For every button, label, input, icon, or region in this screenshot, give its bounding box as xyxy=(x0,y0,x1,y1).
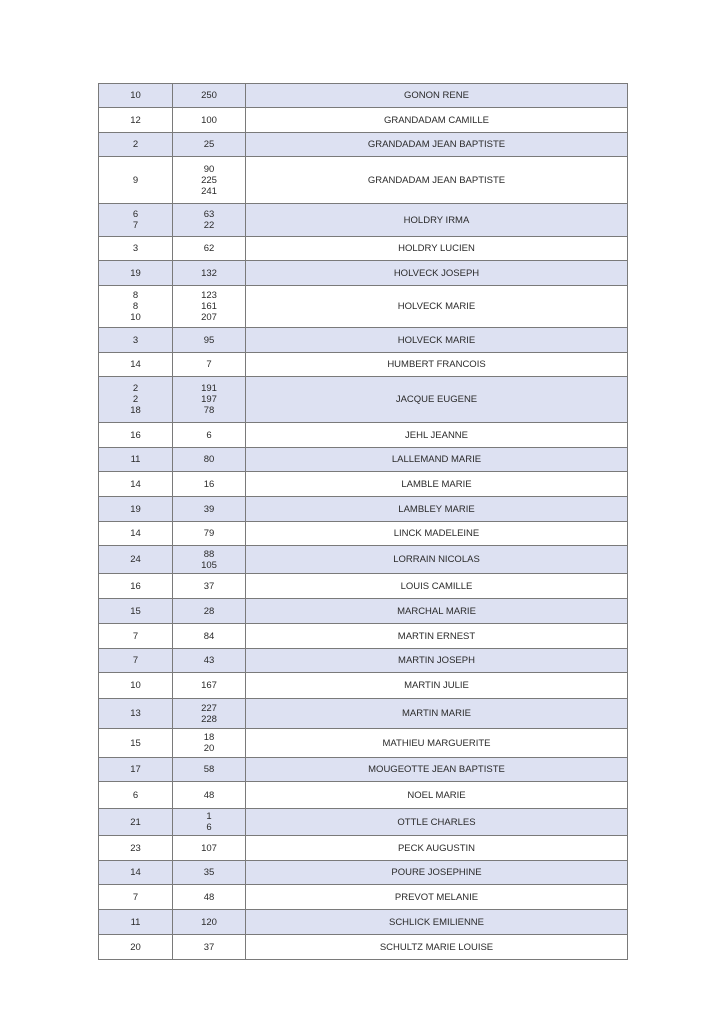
person-name: MOUGEOTTE JEAN BAPTISTE xyxy=(368,764,505,775)
person-name: GRANDADAM CAMILLE xyxy=(383,114,490,126)
cell-col2 xyxy=(173,758,246,782)
cell-name xyxy=(246,546,628,574)
person-name: HOLVECK JOSEPH xyxy=(393,267,480,279)
col2-value: 120 xyxy=(201,916,217,928)
cell-col2 xyxy=(173,861,246,885)
col2-value: 39 xyxy=(203,503,215,515)
person-name: MATHIEU MARGUERITE xyxy=(382,737,491,749)
cell-col1 xyxy=(99,836,173,861)
cell-col2 xyxy=(173,522,246,546)
cell-col2 xyxy=(173,353,246,377)
person-name: PECK AUGUSTIN xyxy=(397,842,476,854)
col1-value: 19 xyxy=(130,503,141,515)
cell-col1 xyxy=(99,910,173,935)
col1-value: 24 xyxy=(130,554,141,565)
register-table-container xyxy=(98,83,628,960)
register-table xyxy=(98,83,628,960)
cell-col2 xyxy=(173,108,246,133)
cell-name xyxy=(246,84,628,108)
col1-value: 14 xyxy=(130,359,141,370)
table-row xyxy=(99,699,628,729)
cell-name xyxy=(246,624,628,649)
table-row xyxy=(99,935,628,960)
cell-col1 xyxy=(99,286,173,328)
cell-col1 xyxy=(99,377,173,423)
col2-value: 228 xyxy=(201,713,217,725)
col1-value: 20 xyxy=(130,941,141,953)
cell-col1 xyxy=(99,861,173,885)
table-row xyxy=(99,497,628,522)
table-row xyxy=(99,836,628,861)
cell-col1 xyxy=(99,108,173,133)
table-row xyxy=(99,574,628,599)
cell-col1 xyxy=(99,729,173,758)
table-row xyxy=(99,328,628,353)
cell-col2 xyxy=(173,782,246,809)
col2-value: 43 xyxy=(203,655,215,666)
col1-value: 8 xyxy=(132,290,139,301)
col2-value: 100 xyxy=(201,114,217,126)
table-row xyxy=(99,758,628,782)
cell-col2 xyxy=(173,546,246,574)
col2-value: 225 xyxy=(201,174,217,186)
cell-col1 xyxy=(99,649,173,673)
cell-col2 xyxy=(173,328,246,353)
cell-col2 xyxy=(173,935,246,960)
person-name: LORRAIN NICOLAS xyxy=(393,554,480,565)
col2-value: 207 xyxy=(201,312,217,323)
col1-value: 14 xyxy=(130,528,141,539)
col2-value: 58 xyxy=(203,764,215,775)
table-row xyxy=(99,261,628,286)
col1-value: 7 xyxy=(132,630,139,642)
col2-value: 90 xyxy=(203,163,215,175)
person-name: HOLVECK MARIE xyxy=(397,334,476,346)
col2-value: 16 xyxy=(203,478,215,490)
person-name: SCHULTZ MARIE LOUISE xyxy=(379,941,494,953)
person-name: GRANDADAM JEAN BAPTISTE xyxy=(367,174,506,186)
cell-name xyxy=(246,353,628,377)
table-row xyxy=(99,157,628,204)
table-row xyxy=(99,133,628,157)
col2-value: 80 xyxy=(203,454,215,465)
col2-value: 48 xyxy=(203,891,215,903)
col2-value: 20 xyxy=(203,743,215,754)
person-name: MARTIN JOSEPH xyxy=(398,655,475,666)
col2-value: 132 xyxy=(201,267,217,279)
col2-value: 37 xyxy=(203,941,215,953)
col2-value: 18 xyxy=(203,732,215,743)
cell-name xyxy=(246,261,628,286)
col2-value: 107 xyxy=(201,842,217,854)
cell-name xyxy=(246,133,628,157)
col1-value: 21 xyxy=(130,816,141,828)
table-row xyxy=(99,377,628,423)
col2-value: 1 xyxy=(206,811,212,822)
col2-value: 241 xyxy=(201,185,217,197)
col2-value: 48 xyxy=(203,789,215,801)
table-row xyxy=(99,624,628,649)
col2-value: 123 xyxy=(201,290,217,301)
person-name: HUMBERT FRANCOIS xyxy=(387,359,486,370)
cell-col2 xyxy=(173,699,246,729)
person-name: POURE JOSEPHINE xyxy=(391,867,482,878)
table-row xyxy=(99,286,628,328)
cell-name xyxy=(246,472,628,497)
col2-value: 35 xyxy=(203,867,215,878)
person-name: NOEL MARIE xyxy=(407,789,466,801)
cell-col2 xyxy=(173,729,246,758)
cell-col2 xyxy=(173,286,246,328)
cell-col1 xyxy=(99,261,173,286)
cell-col1 xyxy=(99,782,173,809)
cell-name xyxy=(246,758,628,782)
person-name: LAMBLE MARIE xyxy=(401,478,472,490)
col1-value: 14 xyxy=(130,478,141,490)
cell-name xyxy=(246,910,628,935)
col1-value: 15 xyxy=(130,605,141,617)
cell-name xyxy=(246,729,628,758)
cell-col1 xyxy=(99,423,173,448)
cell-col2 xyxy=(173,574,246,599)
col2-value: 79 xyxy=(203,528,215,539)
col1-value: 7 xyxy=(132,655,139,666)
col1-value: 16 xyxy=(130,429,141,441)
col1-value: 12 xyxy=(130,114,141,126)
table-row xyxy=(99,546,628,574)
col1-value: 7 xyxy=(132,891,139,903)
cell-col1 xyxy=(99,328,173,353)
cell-col2 xyxy=(173,377,246,423)
col1-value: 13 xyxy=(130,708,141,719)
cell-col1 xyxy=(99,574,173,599)
cell-col1 xyxy=(99,353,173,377)
cell-col1 xyxy=(99,133,173,157)
cell-col2 xyxy=(173,133,246,157)
col2-value: 37 xyxy=(203,580,215,592)
cell-col2 xyxy=(173,157,246,204)
cell-col1 xyxy=(99,472,173,497)
table-row xyxy=(99,910,628,935)
table-row xyxy=(99,522,628,546)
col1-value: 2 xyxy=(132,139,139,150)
person-name: JACQUE EUGENE xyxy=(395,394,478,405)
cell-col2 xyxy=(173,261,246,286)
cell-name xyxy=(246,522,628,546)
col2-value: 25 xyxy=(203,139,215,150)
cell-name xyxy=(246,574,628,599)
cell-col2 xyxy=(173,599,246,624)
col2-value: 22 xyxy=(203,220,215,231)
col2-value: 88 xyxy=(203,548,215,560)
person-name: JEHL JEANNE xyxy=(405,429,468,441)
cell-name xyxy=(246,108,628,133)
person-name: GRANDADAM JEAN BAPTISTE xyxy=(367,139,506,150)
cell-col2 xyxy=(173,497,246,522)
cell-col2 xyxy=(173,472,246,497)
cell-name xyxy=(246,935,628,960)
col1-value: 11 xyxy=(130,454,141,465)
cell-col1 xyxy=(99,809,173,836)
cell-col1 xyxy=(99,237,173,261)
col2-value: 250 xyxy=(201,90,217,101)
person-name: LOUIS CAMILLE xyxy=(400,580,473,592)
cell-name xyxy=(246,423,628,448)
cell-col1 xyxy=(99,497,173,522)
cell-col1 xyxy=(99,204,173,237)
person-name: HOLVECK MARIE xyxy=(397,301,476,312)
col1-value: 9 xyxy=(132,174,139,186)
cell-col2 xyxy=(173,423,246,448)
col2-value: 78 xyxy=(203,405,215,416)
cell-col1 xyxy=(99,448,173,472)
col2-value: 6 xyxy=(206,429,212,441)
cell-name xyxy=(246,782,628,809)
col1-value: 18 xyxy=(130,405,141,416)
person-name: HOLDRY IRMA xyxy=(403,214,470,226)
person-name: PREVOT MELANIE xyxy=(394,891,479,903)
col2-value: 62 xyxy=(203,243,215,254)
col1-value: 14 xyxy=(130,867,141,878)
col1-value: 2 xyxy=(132,383,139,394)
cell-col2 xyxy=(173,910,246,935)
person-name: LINCK MADELEINE xyxy=(393,528,480,539)
cell-col1 xyxy=(99,935,173,960)
col1-value: 11 xyxy=(130,916,141,928)
cell-col2 xyxy=(173,624,246,649)
table-row xyxy=(99,472,628,497)
table-row xyxy=(99,353,628,377)
col1-value: 7 xyxy=(132,220,139,231)
cell-name xyxy=(246,377,628,423)
cell-col2 xyxy=(173,237,246,261)
col2-value: 227 xyxy=(201,702,217,714)
person-name: GONON RENE xyxy=(404,90,469,101)
col1-value: 10 xyxy=(130,312,141,323)
cell-col1 xyxy=(99,885,173,910)
col2-value: 105 xyxy=(201,559,217,571)
table-row xyxy=(99,861,628,885)
cell-name xyxy=(246,157,628,204)
col1-value: 2 xyxy=(132,394,139,405)
cell-name xyxy=(246,448,628,472)
col1-value: 19 xyxy=(130,267,141,279)
col2-value: 63 xyxy=(203,209,215,220)
col1-value: 6 xyxy=(132,209,139,220)
table-row xyxy=(99,204,628,237)
col1-value: 10 xyxy=(130,680,141,691)
cell-col1 xyxy=(99,546,173,574)
table-row xyxy=(99,84,628,108)
col1-value: 6 xyxy=(132,789,139,801)
person-name: MARTIN MARIE xyxy=(402,708,471,719)
col2-value: 191 xyxy=(201,383,217,394)
cell-name xyxy=(246,237,628,261)
table-row xyxy=(99,673,628,699)
col2-value: 84 xyxy=(203,630,215,642)
cell-col1 xyxy=(99,522,173,546)
person-name: MARTIN JULIE xyxy=(404,680,469,691)
cell-col1 xyxy=(99,157,173,204)
person-name: MARTIN ERNEST xyxy=(397,630,476,642)
cell-col1 xyxy=(99,84,173,108)
cell-name xyxy=(246,699,628,729)
cell-col1 xyxy=(99,699,173,729)
person-name: OTTLE CHARLES xyxy=(397,816,476,828)
table-row xyxy=(99,237,628,261)
col1-value: 23 xyxy=(130,842,141,854)
cell-col2 xyxy=(173,836,246,861)
table-row xyxy=(99,729,628,758)
cell-name xyxy=(246,328,628,353)
table-row xyxy=(99,782,628,809)
col1-value: 15 xyxy=(130,737,141,749)
table-row xyxy=(99,649,628,673)
col1-value: 16 xyxy=(130,580,141,592)
cell-col2 xyxy=(173,673,246,699)
table-row xyxy=(99,885,628,910)
register-table-body xyxy=(99,84,628,960)
table-row xyxy=(99,599,628,624)
cell-name xyxy=(246,836,628,861)
col2-value: 161 xyxy=(201,301,217,312)
col2-value: 167 xyxy=(201,680,217,691)
cell-col2 xyxy=(173,885,246,910)
person-name: LAMBLEY MARIE xyxy=(398,503,475,515)
cell-name xyxy=(246,286,628,328)
cell-name xyxy=(246,649,628,673)
table-row xyxy=(99,448,628,472)
col1-value: 10 xyxy=(130,90,141,101)
col1-value: 3 xyxy=(132,243,139,254)
cell-col2 xyxy=(173,84,246,108)
cell-name xyxy=(246,497,628,522)
cell-name xyxy=(246,204,628,237)
cell-col2 xyxy=(173,809,246,836)
cell-col2 xyxy=(173,448,246,472)
cell-col1 xyxy=(99,599,173,624)
cell-name xyxy=(246,885,628,910)
person-name: HOLDRY LUCIEN xyxy=(398,243,475,254)
col2-value: 6 xyxy=(206,822,212,833)
cell-name xyxy=(246,809,628,836)
cell-col1 xyxy=(99,673,173,699)
cell-col1 xyxy=(99,624,173,649)
person-name: LALLEMAND MARIE xyxy=(391,454,482,465)
cell-col1 xyxy=(99,758,173,782)
col1-value: 3 xyxy=(132,334,139,346)
col2-value: 95 xyxy=(203,334,215,346)
table-row xyxy=(99,423,628,448)
cell-name xyxy=(246,599,628,624)
col1-value: 8 xyxy=(132,301,139,312)
table-row xyxy=(99,108,628,133)
col2-value: 7 xyxy=(206,359,212,370)
cell-col2 xyxy=(173,649,246,673)
person-name: MARCHAL MARIE xyxy=(397,605,476,617)
col2-value: 197 xyxy=(201,394,217,405)
cell-name xyxy=(246,673,628,699)
cell-name xyxy=(246,861,628,885)
col1-value: 17 xyxy=(130,764,141,775)
cell-col2 xyxy=(173,204,246,237)
table-row xyxy=(99,809,628,836)
col2-value: 28 xyxy=(203,605,215,617)
person-name: SCHLICK EMILIENNE xyxy=(388,916,485,928)
